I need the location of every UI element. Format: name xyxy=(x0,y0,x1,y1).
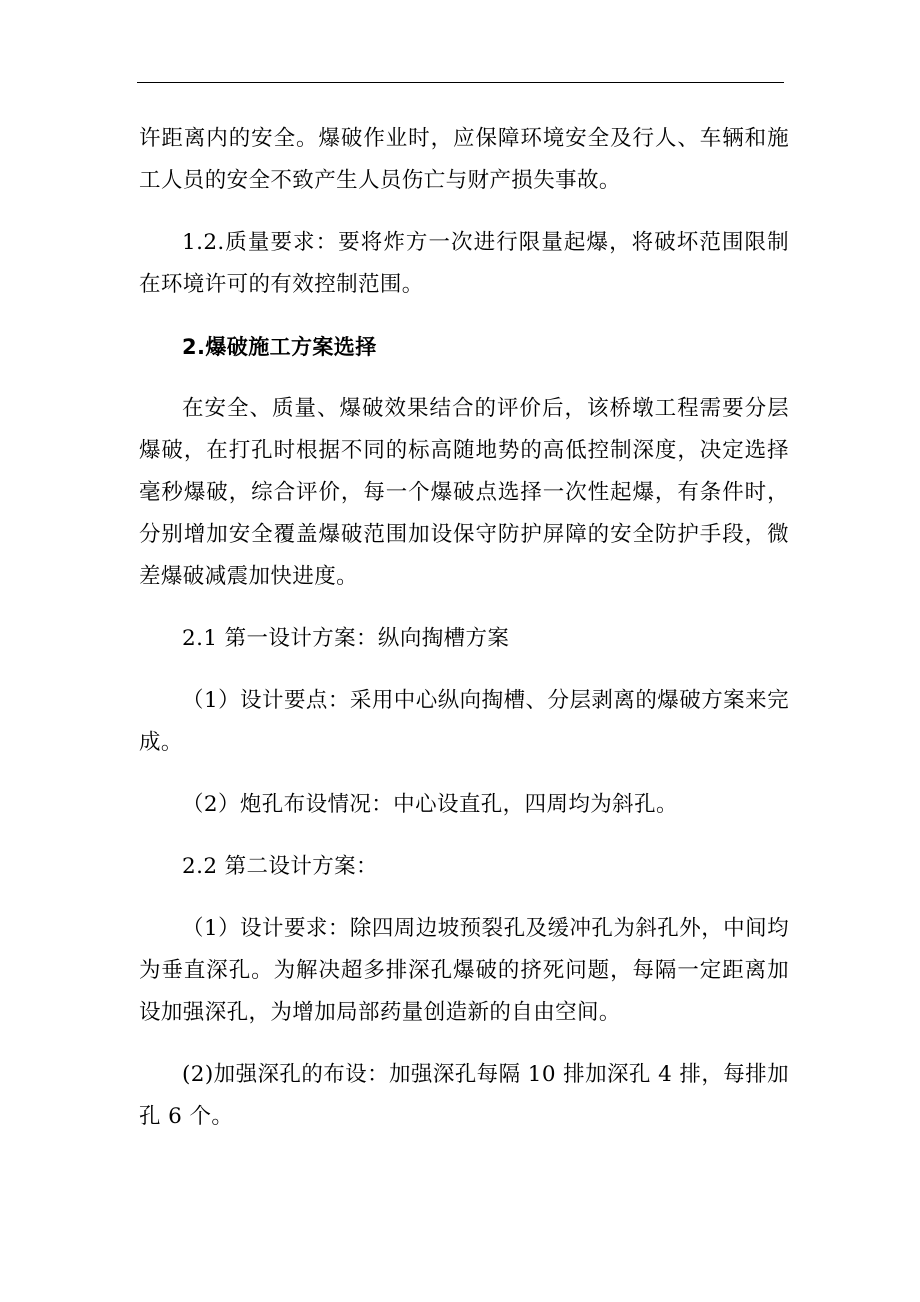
subheading-design-plan-2: 2.2 第二设计方案： xyxy=(182,854,378,879)
paragraph-quality-requirement: 1.2.质量要求：要将炸方一次进行限量起爆，将破坏范围限制在环境许可的有效控制范围。 xyxy=(139,230,789,297)
paragraph-design-points: （1）设计要点：采用中心纵向掏槽、分层剥离的爆破方案来完成。 xyxy=(139,688,789,755)
paragraph-plan-evaluation: 在安全、质量、爆破效果结合的评价后，该桥墩工程需要分层爆破，在打孔时根据不同的标高随地势的高低控制深度，决定选择毫秒爆破，综合评价，每一个爆破点选择一次性起爆，有条件时，分别增加安全覆盖爆破范围加设保守防护屏障的安全防护手段，微差爆破减震加快进度。 xyxy=(139,396,789,589)
paragraph-safety-continued: 许距离内的安全。爆破作业时，应保障环境安全及行人、车辆和施工人员的安全不致产生人员伤亡与财产损失事故。 xyxy=(139,126,789,193)
paragraph-hole-layout: （2）炮孔布设情况：中心设直孔，四周均为斜孔。 xyxy=(182,792,678,817)
subheading-design-plan-1: 2.1 第一设计方案：纵向掏槽方案 xyxy=(182,626,510,651)
paragraph-design-requirements: （1）设计要求：除四周边坡预裂孔及缓冲孔为斜孔外，中间均为垂直深孔。为解决超多排深孔爆破的挤死问题，每隔一定距离加设加强深孔，为增加局部药量创造新的自由空间。 xyxy=(139,916,789,1025)
document-body xyxy=(139,118,789,1158)
section-heading-blasting-plan: 2.爆破施工方案选择 xyxy=(182,335,377,359)
header-rule xyxy=(137,82,784,83)
paragraph-reinforced-holes: (2)加强深孔的布设：加强深孔每隔 10 排加深孔 4 排，每排加孔 6 个。 xyxy=(139,1062,789,1129)
